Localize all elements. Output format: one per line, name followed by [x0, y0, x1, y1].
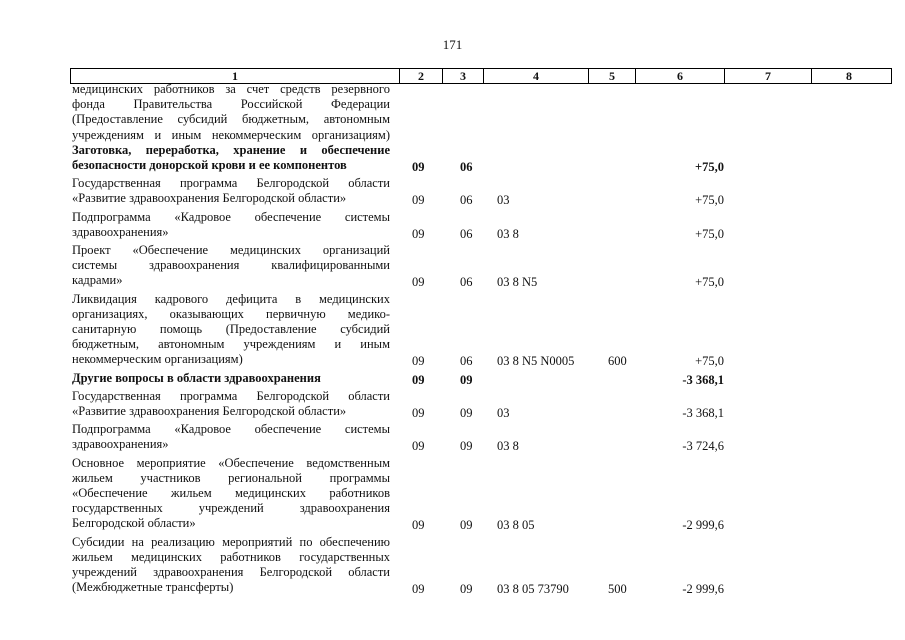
row-name: [72, 176, 390, 206]
cell-c4: 03: [497, 405, 510, 420]
cell-c3: 06: [460, 354, 473, 369]
row-name: [72, 292, 390, 368]
row-name-line: Проект «Обеспечение медицинских организаций: [72, 243, 390, 257]
row-name: [72, 535, 390, 596]
cell-c6: +75,0: [695, 275, 724, 290]
row-name-line: фонда Правительства Российской Федерации: [72, 97, 390, 112]
row-name-line: организациях, оказывающих первичную медико-: [72, 306, 390, 321]
row-name-line: (Предоставление субсидий бюджетным, автономным: [72, 112, 390, 127]
row-name: [72, 143, 390, 173]
cell-c2: 09: [412, 193, 425, 208]
row-name: [72, 82, 390, 143]
row-name-line: бюджетным, автономным учреждениям и иным: [72, 337, 390, 352]
row-name: [72, 371, 390, 386]
cell-c3: 06: [460, 226, 473, 241]
cell-c6: -3 368,1: [682, 372, 724, 387]
row-name-line: системы здравоохранения квалифицированными: [72, 258, 390, 273]
cell-c3: 09: [460, 518, 473, 533]
cell-c6: -3 724,6: [682, 439, 724, 454]
cell-c2: 09: [412, 226, 425, 241]
cell-c4: 03 8 05 73790: [497, 582, 569, 597]
cell-c5: 600: [608, 354, 627, 369]
cell-c2: 09: [412, 372, 425, 387]
header-col-2: 2: [399, 69, 442, 83]
cell-c3: 09: [460, 439, 473, 454]
row-name-line: государственных учреждений здравоохранения: [72, 501, 390, 516]
cell-c3: 06: [460, 159, 473, 174]
row-name-line: «Развитие здравоохранения Белгородской области»: [72, 404, 347, 418]
row-name-line: Белгородской области»: [72, 516, 196, 531]
cell-c6: +75,0: [695, 226, 724, 241]
row-name-line: Субсидии на реализацию мероприятий по обеспечению: [72, 534, 390, 549]
cell-c2: 09: [412, 582, 425, 597]
row-name-line: (Межбюджетные трансферты): [72, 580, 234, 595]
row-name-line: безопасности донорской крови и ее компонентов: [72, 158, 347, 172]
row-name-line: здравоохранения»: [72, 224, 169, 239]
row-name-line: учреждениям и иным некоммерческим организациям): [72, 127, 390, 142]
cell-c6: -2 999,6: [682, 518, 724, 533]
header-col-6: 6: [635, 69, 724, 83]
cell-c4: 03 8 05: [497, 518, 535, 533]
cell-c4: 03 8: [497, 226, 519, 241]
row-name-line: учреждений здравоохранения Белгородской области: [72, 565, 390, 579]
cell-c2: 09: [412, 405, 425, 420]
cell-c6: -2 999,6: [682, 582, 724, 597]
header-col-1: 1: [232, 69, 238, 83]
cell-c2: 09: [412, 159, 425, 174]
row-name-line: Заготовка, переработка, хранение и обеспечение: [72, 142, 390, 157]
cell-c2: 09: [412, 275, 425, 290]
row-name-line: жильем медицинских работников государственных: [72, 549, 390, 564]
cell-c5: 500: [608, 582, 627, 597]
cell-c6: +75,0: [695, 159, 724, 174]
cell-c3: 06: [460, 275, 473, 290]
row-name-line: Подпрограмма «Кадровое обеспечение системы: [72, 209, 390, 224]
row-name: [72, 456, 390, 532]
row-name: [72, 422, 390, 452]
cell-c6: +75,0: [695, 354, 724, 369]
row-name-line: Основное мероприятие «Обеспечение ведомственным: [72, 455, 390, 470]
header-col-8: 8: [811, 69, 886, 83]
row-name-line: здравоохранения»: [72, 437, 169, 452]
cell-c4: 03: [497, 193, 510, 208]
row-name: [72, 389, 390, 419]
row-name-line: медицинских работников за счет средств резервного: [72, 82, 390, 96]
cell-c2: 09: [412, 439, 425, 454]
cell-c2: 09: [412, 354, 425, 369]
cell-c3: 09: [460, 372, 473, 387]
row-name-line: Ликвидация кадрового дефицита в медицинских: [72, 291, 390, 306]
cell-c3: 09: [460, 405, 473, 420]
cell-c6: -3 368,1: [682, 405, 724, 420]
cell-c3: 06: [460, 193, 473, 208]
row-name-line: жильем участников региональной программы: [72, 470, 390, 485]
header-col-7: 7: [724, 69, 811, 83]
row-name-line: некоммерческим организациям): [72, 352, 243, 367]
cell-c4: 03 8 N5: [497, 275, 538, 290]
row-name-line: «Развитие здравоохранения Белгородской области»: [72, 191, 347, 206]
row-name-line: Подпрограмма «Кадровое обеспечение системы: [72, 422, 390, 437]
row-name: [72, 210, 390, 240]
cell-c3: 09: [460, 582, 473, 597]
header-col-4: 4: [483, 69, 588, 83]
cell-c4: 03 8: [497, 439, 519, 454]
row-name-line: санитарную помощь (Предоставление субсидий: [72, 322, 390, 336]
row-name-line: Государственная программа Белгородской области: [72, 388, 390, 403]
cell-c4: 03 8 N5 N0005: [497, 354, 575, 369]
row-name-line: Государственная программа Белгородской области: [72, 176, 390, 191]
cell-c2: 09: [412, 518, 425, 533]
header-col-3: 3: [442, 69, 483, 83]
row-name: [72, 243, 390, 289]
row-name-line: «Обеспечение жильем медицинских работников: [72, 486, 390, 500]
row-name-line: кадрами»: [72, 273, 123, 288]
header-col-5: 5: [588, 69, 635, 83]
page-number: 171: [442, 37, 463, 52]
cell-c6: +75,0: [695, 193, 724, 208]
row-name-line: Другие вопросы в области здравоохранения: [72, 370, 321, 385]
